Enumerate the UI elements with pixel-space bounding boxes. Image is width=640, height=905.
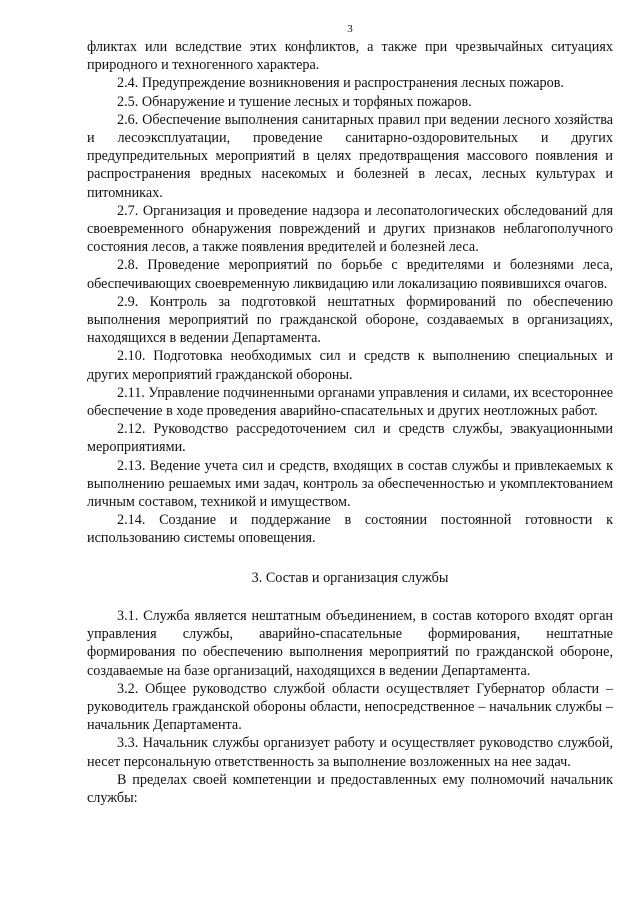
paragraph-2-11: 2.11. Управление подчиненными органами управления и силами, их всестороннее обеспечение в ходе проведения аварийно-спасательных и других неотложных работ. xyxy=(87,384,613,420)
section-heading: 3. Состав и организация службы xyxy=(251,569,449,586)
paragraph-3-3-continuation: В пределах своей компетенции и предоставленных ему полномочий начальник службы: xyxy=(87,771,613,806)
paragraph-2-5: 2.5. Обнаружение и тушение лесных и торфяных пожаров. xyxy=(117,93,472,110)
paragraph-2-7: 2.7. Организация и проведение надзора и лесопатологических обследований для своевременного обнаружения повреждений и других признаков неблагополучного состояния лесов, а также появления вредителей и болезней леса. xyxy=(87,202,613,256)
document-page xyxy=(87,22,613,807)
paragraph-3-3: 3.3. Начальник службы организует работу и осуществляет руководство службой, несет персональную ответственность за выполнение возложенных на нее задач. xyxy=(87,735,613,770)
page-number: 3 xyxy=(347,23,353,35)
paragraph-3-1: 3.1. Служба является нештатным объединением, в состав которого входят орган управления службы, аварийно-спасательные формирования, нештатные формирования по обеспечению выполнения мероприятий по гражданской обороне, создаваемые на базе организаций, находящихся в ведении Департамента. xyxy=(87,607,613,679)
paragraph-3-2: 3.2. Общее руководство службой области осуществляет Губернатор области – руководитель гражданской обороны области, непосредственное – начальник службы – начальник Департамента. xyxy=(87,680,613,734)
paragraph-2-14: 2.14. Создание и поддержание в состоянии постоянной готовности к использованию системы оповещения. xyxy=(87,512,613,547)
paragraph-2-13: 2.13. Ведение учета сил и средств, входящих в состав службы и привлекаемых к выполнению решаемых ими задач, контроль за обеспеченностью и укомплектованием личным составом, техникой и имуществом. xyxy=(87,457,613,511)
paragraph-2-9: 2.9. Контроль за подготовкой нештатных формирований по обеспечению выполнения мероприятий по гражданской обороне, создаваемых в организациях, находящихся в ведении Департамента. xyxy=(87,293,613,347)
paragraph-2-4: 2.4. Предупреждение возникновения и распространения лесных пожаров. xyxy=(117,75,564,92)
paragraph-2-10: 2.10. Подготовка необходимых сил и средств к выполнению специальных и других мероприятий гражданской обороны. xyxy=(87,348,613,383)
paragraph-2-6: 2.6. Обеспечение выполнения санитарных правил при ведении лесного хозяйства и лесоэксплуатации, проведение санитарно-оздоровительных и других предупредительных мероприятий в целях предотвращения массового появления и распространения вредных насекомых и болезней в лесах, лесных культурах и питомниках. xyxy=(87,111,613,201)
paragraph-2-8: 2.8. Проведение мероприятий по борьбе с вредителями и болезнями леса, обеспечивающих своевременную ликвидацию или локализацию появившихся очагов. xyxy=(87,257,613,292)
paragraph-2-12: 2.12. Руководство рассредоточением сил и средств службы, эвакуационными мероприятиями. xyxy=(87,421,613,456)
paragraph-continuation: фликтах или вследствие этих конфликтов, а также при чрезвычайных ситуациях природного и техногенного характера. xyxy=(87,39,613,74)
